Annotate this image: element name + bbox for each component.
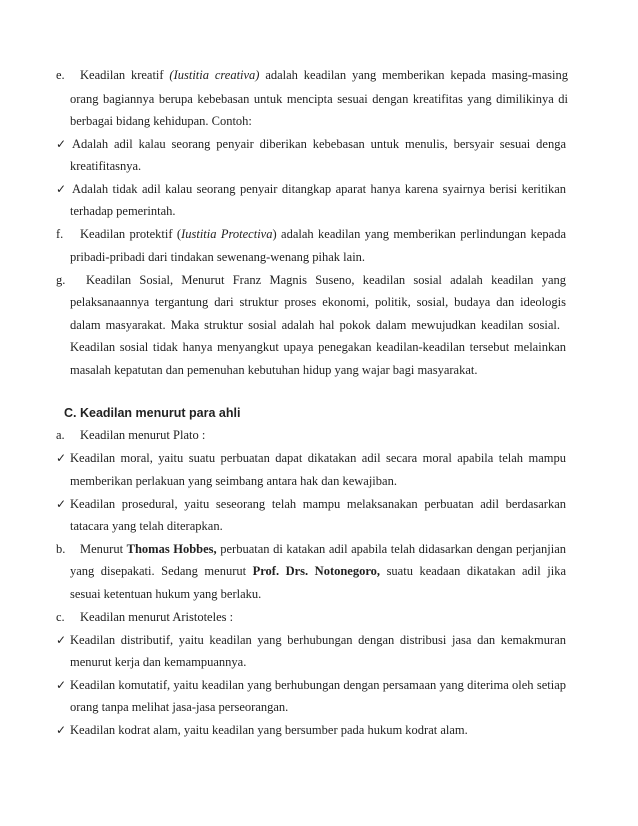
paragraph-line: Adalah adil kalau seorang penyair diberikan kebebasan untuk menulis, bersyair sesuai denga: [72, 136, 566, 151]
paragraph-line: pelaksanaannya tergantung dari struktur proses ekonomi, politik, sosial, budaya dan ideologis: [70, 295, 566, 309]
check-icon: ✓: [56, 136, 67, 151]
paragraph-line: Keadilan distributif, yaitu keadilan yang berhubungan dengan distribusi jasa dan kemakmuran: [70, 632, 566, 647]
check-icon: ✓: [56, 678, 67, 693]
paragraph-line: dalam masyarakat. Maka struktur sosial adalah hal pokok dalam mewujudkan keadilan sosial.: [70, 318, 560, 333]
paragraph-line: Keadilan kreatif (Iustitia creativa) adalah keadilan yang memberikan kepada masing-masing: [80, 68, 568, 83]
item-marker: f.: [56, 227, 64, 242]
item-marker: b.: [56, 542, 66, 557]
section-heading: C. Keadilan menurut para ahli: [64, 406, 241, 421]
paragraph-line: Keadilan protektif (Iustitia Protectiva) adalah keadilan yang memberikan perlindungan kepada: [80, 227, 566, 242]
paragraph-line: Adalah tidak adil kalau seorang penyair ditangkap aparat hanya karena syairnya berisi keritikan: [72, 182, 566, 197]
paragraph-line: Keadilan moral, yaitu suatu perbuatan dapat dikatakan adil secara moral apabila telah mampu: [70, 451, 566, 466]
paragraph-line: orang tanpa melihat jasa-jasa perseorangan.: [70, 700, 289, 715]
paragraph-line: Keadilan komutatif, yaitu keadilan yang berhubungan dengan persamaan yang diterima oleh setiap: [70, 678, 566, 693]
check-icon: ✓: [56, 182, 67, 197]
paragraph-line: sesuai ketentuan hukum yang berlaku.: [70, 587, 262, 602]
paragraph-line: memberikan perlakuan yang seimbang antara hak dan kewajiban.: [70, 473, 397, 488]
paragraph-line: terhadap pemerintah.: [70, 204, 176, 219]
check-icon: ✓: [56, 451, 67, 466]
paragraph-line: Keadilan sosial tidak hanya menyangkut upaya penegakan keadilan-keadilan tersebut melainkan: [70, 340, 566, 355]
paragraph-line: Keadilan menurut Plato :: [80, 428, 206, 443]
paragraph-line: Keadilan prosedural, yaitu seseorang telah mampu melaksanakan perbuatan adil berdasarkan: [70, 496, 566, 511]
item-marker: e.: [56, 68, 65, 83]
paragraph-line: berbagai bidang kehidupan. Contoh:: [70, 113, 252, 128]
check-icon: ✓: [56, 722, 67, 737]
paragraph-line: Keadilan menurut Aristoteles :: [80, 609, 234, 624]
paragraph-line: Keadilan kodrat alam, yaitu keadilan yang bersumber pada hukum kodrat alam.: [70, 722, 468, 737]
paragraph-line: yang disepakati. Sedang menurut Prof. Drs. Notonegoro, suatu keadaan dikatakan adil jika: [70, 564, 567, 579]
paragraph-line: orang bagiannya berupa kebebasan untuk mencipta sesuai dengan kreatifitas yang dimilikinya di: [70, 91, 568, 106]
check-icon: ✓: [56, 632, 67, 647]
item-marker: a.: [56, 428, 65, 443]
item-marker: c.: [56, 609, 65, 624]
paragraph-line: pribadi-pribadi dari tindakan sewenang-wenang pihak lain.: [70, 249, 366, 264]
paragraph-line: Menurut Thomas Hobbes, perbuatan di katakan adil apabila telah didasarkan dengan perjanjian: [80, 542, 567, 557]
paragraph-line: kreatifitasnya.: [70, 159, 142, 174]
paragraph-line: Keadilan Sosial, Menurut Franz Magnis Suseno, keadilan sosial adalah keadilan yang: [86, 272, 566, 287]
check-icon: ✓: [56, 496, 67, 511]
paragraph-line: tatacara yang telah diterapkan.: [70, 519, 223, 533]
paragraph-line: masalah kepatutan dan pemenuhan kebutuhan hidup yang wajar bagi masyarakat.: [70, 363, 478, 378]
paragraph-line: menurut kerja dan kemampuannya.: [70, 654, 247, 669]
item-marker: g.: [56, 272, 66, 287]
